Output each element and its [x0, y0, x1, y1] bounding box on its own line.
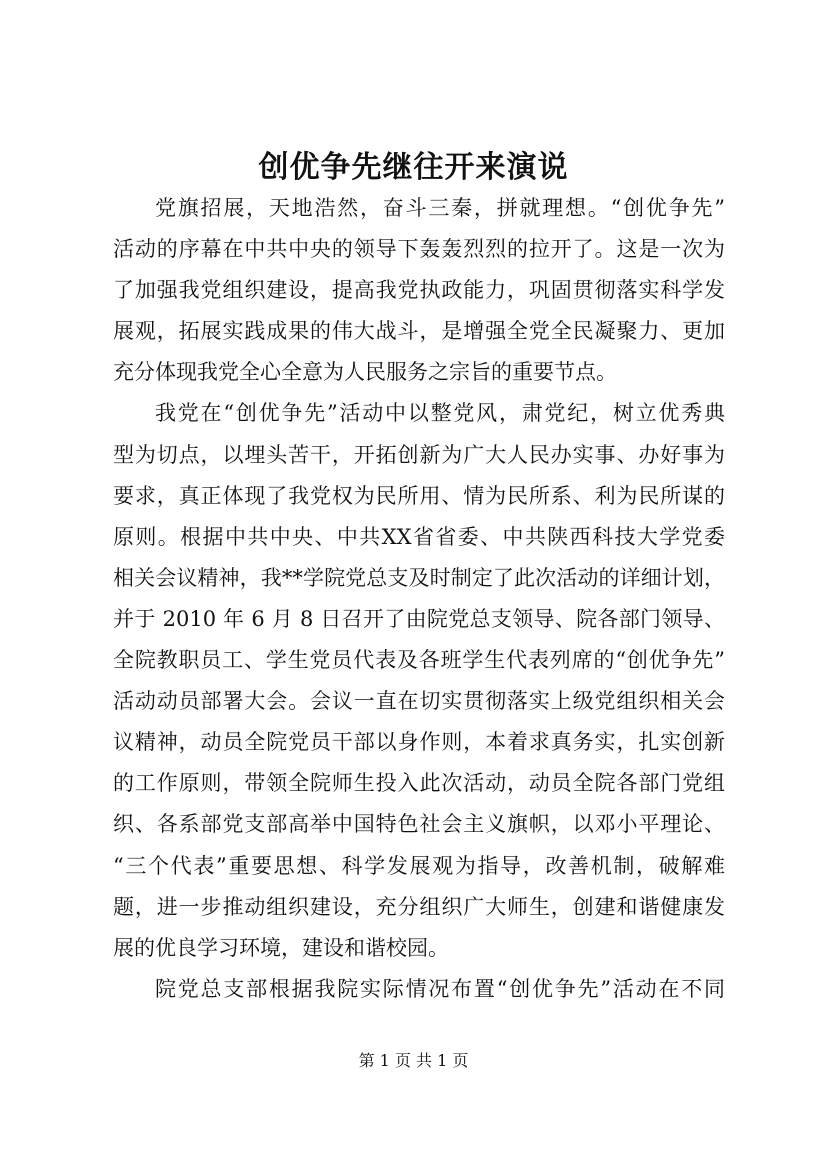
paragraph-2-line-1: 我党在“创优争先”活动中以整党风，肃党纪，树立优秀典	[155, 401, 725, 426]
paragraph-3-line-1: 院党总支部根据我院实际情况布置“创优争先”活动在不同	[155, 976, 725, 1001]
paragraph-1-line-5: 充分体现我党全心全意为人民服务之宗旨的重要节点。	[113, 360, 617, 385]
paragraph-2-line-4: 原则。根据中共中央、中共XX省省委、中共陕西科技大学党委	[113, 524, 725, 549]
paragraph-2-line-5: 相关会议精神，我**学院党总支及时制定了此次活动的详细计划，	[113, 565, 725, 590]
document-title: 创优争先继往开来演说	[258, 150, 569, 185]
paragraph-2-line-3: 要求，真正体现了我党权为民所用、情为民所系、利为民所谋的	[113, 483, 725, 508]
paragraph-2-line-6: 并于 2010 年 6 月 8 日召开了由院党总支领导、院各部门领导、	[113, 606, 725, 631]
page-footer: 第 1 页 共 1 页	[358, 1051, 469, 1070]
paragraph-1-line-1: 党旗招展，天地浩然，奋斗三秦，拼就理想。“创优争先”	[155, 196, 725, 220]
paragraph-1-line-3: 了加强我党组织建设，提高我党执政能力，巩固贯彻落实科学发	[113, 278, 725, 303]
paragraph-2-line-11: 织、各系部党支部高举中国特色社会主义旗帜，以邓小平理论、	[113, 812, 725, 837]
paragraph-2-line-7: 全院教职员工、学生党员代表及各班学生代表列席的“创优争先”	[113, 648, 725, 673]
paragraph-2-line-2: 型为切点，以埋头苦干，开拓创新为广大人民办实事、办好事为	[113, 442, 725, 467]
paragraph-2-line-14: 展的优良学习环境，建设和谐校园。	[113, 935, 449, 960]
paragraph-2-line-13: 题，进一步推动组织建设，充分组织广大师生，创建和谐健康发	[113, 894, 725, 919]
paragraph-1-line-2: 活动的序幕在中共中央的领导下轰轰烈烈的拉开了。这是一次为	[113, 237, 725, 262]
document-body	[113, 188, 725, 1010]
paragraph-2-line-9: 议精神，动员全院党员干部以身作则，本着求真务实，扎实创新	[113, 730, 725, 755]
paragraph-2-line-10: 的工作原则，带领全院师生投入此次活动，动员全院各部门党组	[113, 771, 725, 796]
paragraph-2-line-12: “三个代表”重要思想、科学发展观为指导，改善机制，破解难	[113, 853, 725, 878]
paragraph-1-line-4: 展观，拓展实践成果的伟大战斗，是增强全党全民凝聚力、更加	[113, 319, 725, 344]
paragraph-2-line-8: 活动动员部署大会。会议一直在切实贯彻落实上级党组织相关会	[113, 689, 725, 714]
